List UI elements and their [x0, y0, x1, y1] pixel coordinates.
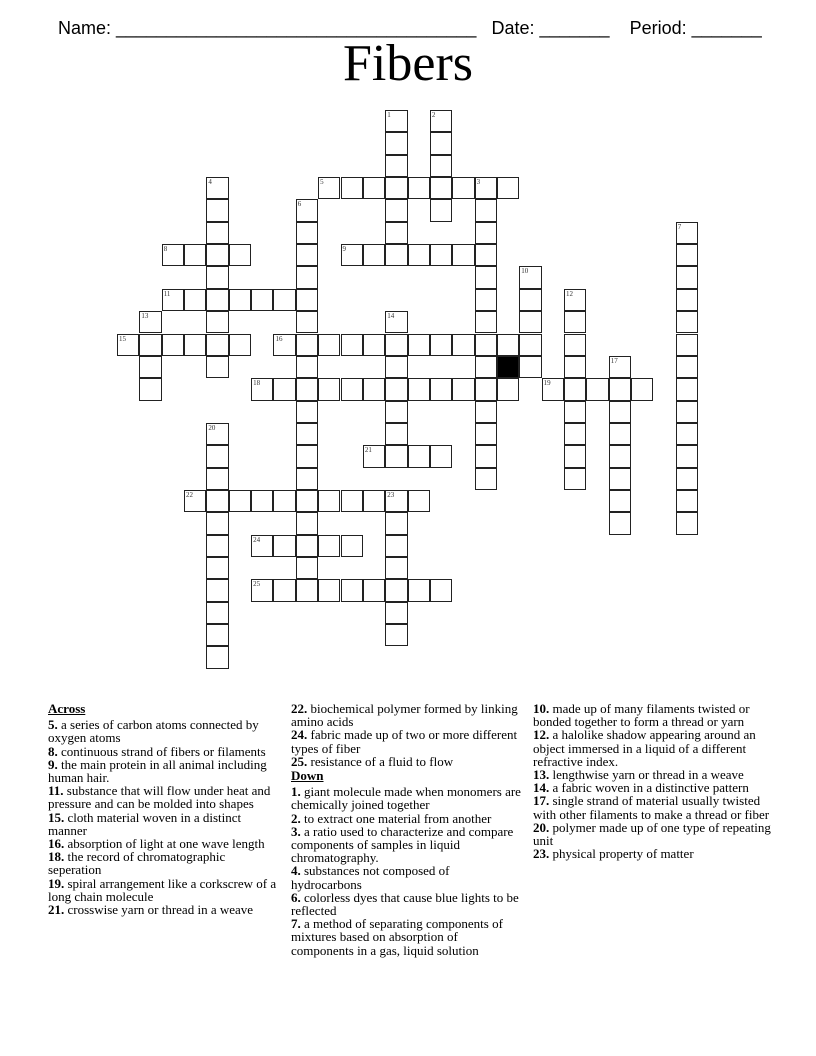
crossword-cell[interactable] [385, 445, 407, 467]
clues-column-2 [291, 702, 523, 957]
crossword-cell[interactable] [341, 378, 363, 400]
crossword-cell[interactable] [296, 445, 318, 467]
crossword-cell[interactable] [341, 579, 363, 601]
crossword-cell[interactable] [251, 579, 273, 601]
crossword-cell[interactable] [273, 535, 295, 557]
crossword-cell[interactable] [206, 557, 228, 579]
crossword-cell[interactable] [139, 378, 161, 400]
clue-number: 20 [208, 423, 216, 432]
clue-number: 3 [476, 178, 481, 187]
crossword-cell[interactable] [296, 199, 318, 221]
down-clue: 20. polymer made up of one type of repeating unit [533, 819, 771, 849]
crossword-cell[interactable] [475, 445, 497, 467]
crossword-cell[interactable] [341, 177, 363, 199]
crossword-cell[interactable] [273, 579, 295, 601]
crossword-cell[interactable] [385, 334, 407, 356]
clue-number: 24 [253, 535, 261, 544]
crossword-cell[interactable] [497, 378, 519, 400]
crossword-cell[interactable] [206, 602, 228, 624]
crossword-cell[interactable] [341, 535, 363, 557]
crossword-cell[interactable] [341, 334, 363, 356]
crossword-cell[interactable] [497, 177, 519, 199]
period-line[interactable]: _______ [691, 18, 762, 38]
clue-number: 21 [364, 446, 372, 455]
crossword-cell[interactable] [475, 266, 497, 288]
crossword-cell[interactable] [408, 177, 430, 199]
crossword-cell[interactable] [475, 378, 497, 400]
crossword-cell[interactable] [273, 378, 295, 400]
crossword-cell[interactable] [609, 490, 631, 512]
crossword-cell[interactable] [296, 334, 318, 356]
crossword-cell[interactable] [475, 356, 497, 378]
down-clue: 12. a halolike shadow appearing around an object immersed in a liquid of a different refractive index. [533, 727, 756, 769]
crossword-cell[interactable] [229, 490, 251, 512]
crossword-cell[interactable] [408, 378, 430, 400]
crossword-cell[interactable] [184, 334, 206, 356]
crossword-cell[interactable] [430, 177, 452, 199]
crossword-cell[interactable] [676, 266, 698, 288]
crossword-cell[interactable] [162, 289, 184, 311]
crossword-cell[interactable] [430, 378, 452, 400]
across-clue: 5. a series of carbon atoms connected by oxygen atoms [48, 717, 259, 746]
crossword-cell[interactable] [676, 378, 698, 400]
crossword-cell[interactable] [296, 222, 318, 244]
crossword-cell[interactable] [475, 401, 497, 423]
crossword-cell[interactable] [296, 535, 318, 557]
crossword-cell[interactable] [206, 311, 228, 333]
down-clue: 6. colorless dyes that cause blue lights to be reflected [291, 889, 519, 919]
crossword-cell[interactable] [117, 334, 139, 356]
down-clue: 4. substances not composed of hydrocarbons [291, 863, 450, 892]
crossword-cell[interactable] [363, 445, 385, 467]
crossword-cell[interactable] [273, 289, 295, 311]
crossword-cell[interactable] [206, 579, 228, 601]
crossword-cell[interactable] [475, 244, 497, 266]
crossword-cell[interactable] [385, 624, 407, 646]
crossword-cell[interactable] [296, 356, 318, 378]
across-clue: 9. the main protein in all animal including human hair. [48, 756, 267, 786]
clue-number: 25 [253, 580, 261, 589]
crossword-cell[interactable] [385, 177, 407, 199]
crossword-cell[interactable] [318, 334, 340, 356]
crossword-cell[interactable] [206, 222, 228, 244]
crossword-cell[interactable] [430, 445, 452, 467]
crossword-cell[interactable] [676, 445, 698, 467]
crossword-cell[interactable] [475, 199, 497, 221]
crossword-cell[interactable] [385, 490, 407, 512]
crossword-cell[interactable] [296, 244, 318, 266]
down-clue: 1. giant molecule made when monomers are chemically joined together [291, 784, 521, 813]
crossword-cell[interactable] [363, 177, 385, 199]
down-heading: Down [291, 768, 324, 784]
clue-number: 19 [543, 379, 551, 388]
crossword-cell[interactable] [475, 222, 497, 244]
down-clue: 13. lengthwise yarn or thread in a weave [533, 767, 744, 783]
crossword-cell[interactable] [430, 199, 452, 221]
crossword-cell[interactable] [385, 512, 407, 534]
crossword-cell[interactable] [318, 490, 340, 512]
crossword-cell[interactable] [385, 535, 407, 557]
crossword-cell[interactable] [519, 311, 541, 333]
crossword-cell[interactable] [385, 356, 407, 378]
across-clue: 8. continuous strand of fibers or filaments [48, 743, 266, 759]
crossword-cell[interactable] [341, 244, 363, 266]
crossword-cell[interactable] [251, 378, 273, 400]
crossword-cell[interactable] [519, 356, 541, 378]
crossword-cell[interactable] [430, 110, 452, 132]
clue-number: 7 [677, 222, 682, 231]
crossword-cell[interactable] [206, 624, 228, 646]
down-clue: 17. single strand of material usually twisted with other filaments to make a thread or fiber [533, 793, 770, 822]
clue-number: 17 [610, 356, 618, 365]
crossword-cell[interactable] [385, 557, 407, 579]
across-clue: 16. absorption of light at one wave length [48, 836, 265, 852]
crossword-cell[interactable] [162, 334, 184, 356]
black-cell [497, 356, 519, 378]
name-line[interactable]: ____________________________________ [116, 18, 477, 38]
across-clue: 19. spiral arrangement like a corkscrew of a long chain molecule [48, 875, 277, 904]
crossword-cell[interactable] [430, 132, 452, 154]
crossword-cell[interactable] [385, 311, 407, 333]
across-clue: 11. substance that will flow under heat and pressure and can be molded into shapes [48, 783, 271, 812]
crossword-cell[interactable] [385, 155, 407, 177]
crossword-cell[interactable] [385, 199, 407, 221]
crossword-cell[interactable] [564, 356, 586, 378]
crossword-cell[interactable] [206, 177, 228, 199]
crossword-cell[interactable] [676, 222, 698, 244]
clue-number: 18 [253, 379, 261, 388]
crossword-cell[interactable] [296, 401, 318, 423]
name-label: Name: [58, 18, 117, 38]
crossword-cell[interactable] [385, 401, 407, 423]
crossword-cell[interactable] [162, 244, 184, 266]
crossword-cell[interactable] [296, 490, 318, 512]
crossword-cell[interactable] [475, 468, 497, 490]
crossword-cell[interactable] [564, 423, 586, 445]
crossword-cell[interactable] [206, 445, 228, 467]
crossword-cell[interactable] [408, 334, 430, 356]
clue-number: 4 [208, 178, 212, 187]
crossword-cell[interactable] [206, 535, 228, 557]
crossword-cell[interactable] [139, 334, 161, 356]
crossword-cell[interactable] [430, 579, 452, 601]
across-heading: Across [48, 701, 86, 716]
crossword-cell[interactable] [385, 378, 407, 400]
crossword-cell[interactable] [676, 468, 698, 490]
crossword-cell[interactable] [609, 445, 631, 467]
down-clue: 2. to extract one material from another [291, 810, 492, 826]
across-clue: 15. cloth material woven in a distinct manner [48, 809, 242, 838]
crossword-cell[interactable] [631, 378, 653, 400]
date-label: Date: [491, 18, 540, 38]
crossword-cell[interactable] [318, 378, 340, 400]
crossword-cell[interactable] [206, 244, 228, 266]
crossword-cell[interactable] [385, 579, 407, 601]
crossword-cell[interactable] [676, 244, 698, 266]
crossword-cell[interactable] [609, 512, 631, 534]
crossword-cell[interactable] [408, 490, 430, 512]
clue-number: 8 [163, 245, 168, 254]
crossword-cell[interactable] [139, 356, 161, 378]
crossword-cell[interactable] [452, 177, 474, 199]
clue-number: 16 [275, 334, 283, 343]
across-clue: 22. biochemical polymer formed by linking amino acids [291, 701, 518, 730]
crossword-cell[interactable] [296, 468, 318, 490]
crossword-cell[interactable] [676, 490, 698, 512]
crossword-cell[interactable] [676, 356, 698, 378]
crossword-cell[interactable] [385, 110, 407, 132]
clue-number: 6 [297, 200, 302, 209]
clue-number: 5 [320, 178, 324, 187]
crossword-cell[interactable] [564, 289, 586, 311]
clue-number: 9 [342, 245, 346, 254]
crossword-cell[interactable] [184, 289, 206, 311]
crossword-cell[interactable] [385, 132, 407, 154]
crossword-cell[interactable] [251, 535, 273, 557]
crossword-cell[interactable] [497, 334, 519, 356]
crossword-cell[interactable] [206, 199, 228, 221]
clue-number: 22 [186, 490, 194, 499]
crossword-cell[interactable] [363, 244, 385, 266]
crossword-cell[interactable] [363, 579, 385, 601]
crossword-cell[interactable] [184, 244, 206, 266]
clue-number: 11 [163, 289, 171, 298]
crossword-cell[interactable] [296, 579, 318, 601]
across-clue: 18. the record of chromatographic seperation [48, 849, 226, 878]
crossword-cell[interactable] [609, 378, 631, 400]
crossword-cell[interactable] [206, 468, 228, 490]
crossword-cell[interactable] [430, 155, 452, 177]
crossword-cell[interactable] [363, 334, 385, 356]
crossword-cell[interactable] [475, 177, 497, 199]
crossword-cell[interactable] [296, 378, 318, 400]
crossword-cell[interactable] [564, 334, 586, 356]
crossword-cell[interactable] [475, 423, 497, 445]
crossword-cell[interactable] [542, 378, 564, 400]
clue-number: 23 [387, 490, 395, 499]
crossword-cell[interactable] [385, 602, 407, 624]
crossword-cell[interactable] [318, 579, 340, 601]
crossword-cell[interactable] [363, 378, 385, 400]
crossword-cell[interactable] [430, 244, 452, 266]
crossword-cell[interactable] [296, 512, 318, 534]
down-clue: 7. a method of separating components of mixtures based on absorption of components in a gas, liquid solution [291, 916, 503, 958]
across-clue: 25. resistance of a fluid to flow [291, 753, 454, 769]
crossword-cell[interactable] [206, 266, 228, 288]
crossword-cell[interactable] [296, 557, 318, 579]
crossword-cell[interactable] [519, 289, 541, 311]
crossword-cell[interactable] [206, 423, 228, 445]
crossword-cell[interactable] [296, 289, 318, 311]
crossword-cell[interactable] [519, 266, 541, 288]
crossword-cell[interactable] [184, 490, 206, 512]
down-clue: 23. physical property of matter [533, 846, 694, 862]
crossword-cell[interactable] [475, 311, 497, 333]
clue-number: 14 [387, 312, 395, 321]
crossword-cell[interactable] [229, 244, 251, 266]
crossword-cell[interactable] [296, 423, 318, 445]
crossword-cell[interactable] [676, 512, 698, 534]
crossword-cell[interactable] [430, 334, 452, 356]
crossword-cell[interactable] [676, 289, 698, 311]
crossword-cell[interactable] [318, 535, 340, 557]
clue-number: 1 [387, 111, 391, 119]
clue-number: 10 [521, 267, 529, 276]
crossword-cell[interactable] [586, 378, 608, 400]
down-clue: 3. a ratio used to characterize and compare components of samples in liquid chromatography. [291, 823, 514, 866]
crossword-cell[interactable] [676, 334, 698, 356]
clue-number: 2 [431, 111, 436, 119]
crossword-cell[interactable] [408, 244, 430, 266]
crossword-cell[interactable] [139, 311, 161, 333]
crossword-cell[interactable] [564, 468, 586, 490]
across-clue: 24. fabric made up of two or more different types of fiber [291, 727, 518, 756]
crossword-cell[interactable] [609, 468, 631, 490]
page-title: Fibers [343, 35, 473, 92]
crossword-cell[interactable] [206, 646, 228, 668]
crossword-cell[interactable] [363, 490, 385, 512]
crossword-cell[interactable] [564, 445, 586, 467]
crossword-cell[interactable] [385, 222, 407, 244]
down-clue: 10. made up of many filaments twisted or bonded together to form a thread or yarn [533, 701, 750, 730]
crossword-cell[interactable] [318, 177, 340, 199]
period-label: Period: [629, 18, 692, 38]
crossword-cell[interactable] [206, 334, 228, 356]
crossword-cell[interactable] [206, 289, 228, 311]
crossword-cell[interactable] [273, 490, 295, 512]
crossword-cell[interactable] [519, 334, 541, 356]
clue-number: 12 [566, 289, 573, 298]
crossword-cell[interactable] [609, 423, 631, 445]
clue-number: 13 [141, 312, 149, 321]
crossword-cell[interactable] [385, 244, 407, 266]
crossword-cell[interactable] [206, 356, 228, 378]
crossword-cell[interactable] [676, 401, 698, 423]
crossword-cell[interactable] [408, 579, 430, 601]
crossword-cell[interactable] [609, 356, 631, 378]
crossword-cell[interactable] [206, 490, 228, 512]
crossword-cell[interactable] [273, 334, 295, 356]
down-clue: 14. a fabric woven in a distinctive pattern [533, 780, 749, 796]
crossword-cell[interactable] [296, 266, 318, 288]
crossword-cell[interactable] [564, 378, 586, 400]
clues-column-3 [533, 702, 773, 860]
crossword-cell[interactable] [475, 289, 497, 311]
crossword-cell[interactable] [452, 244, 474, 266]
across-clue: 21. crosswise yarn or thread in a weave [48, 902, 254, 918]
crossword-cell[interactable] [676, 423, 698, 445]
crossword-cell[interactable] [251, 289, 273, 311]
crossword-cell[interactable] [452, 334, 474, 356]
crossword-cell[interactable] [609, 401, 631, 423]
clues-column-1 [48, 702, 280, 916]
crossword-cell[interactable] [452, 378, 474, 400]
crossword-grid [117, 110, 717, 680]
crossword-cell[interactable] [564, 311, 586, 333]
crossword-cell[interactable] [341, 490, 363, 512]
crossword-cell[interactable] [296, 311, 318, 333]
date-line[interactable]: _______ [539, 18, 610, 38]
crossword-cell[interactable] [564, 401, 586, 423]
crossword-cell[interactable] [206, 512, 228, 534]
crossword-cell[interactable] [229, 289, 251, 311]
crossword-cell[interactable] [251, 490, 273, 512]
clue-number: 15 [119, 334, 126, 343]
crossword-cell[interactable] [408, 445, 430, 467]
crossword-cell[interactable] [229, 334, 251, 356]
crossword-cell[interactable] [385, 423, 407, 445]
crossword-cell[interactable] [475, 334, 497, 356]
crossword-cell[interactable] [676, 311, 698, 333]
